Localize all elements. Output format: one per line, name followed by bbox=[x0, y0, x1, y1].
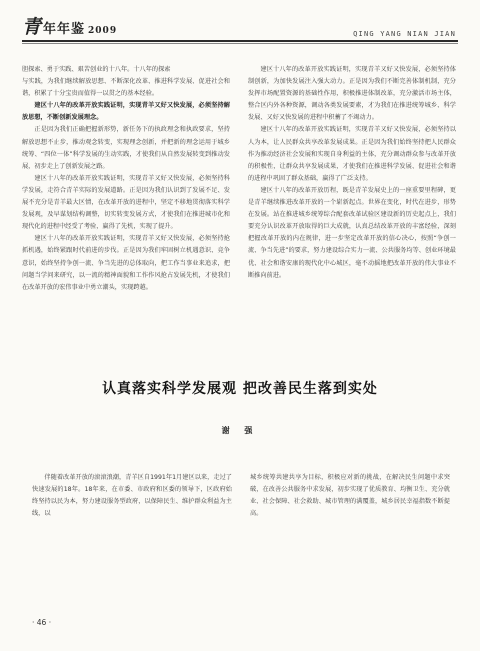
paragraph: 建区十八年的改革开放历程，既是青羊发展史上的一座重要里程碑，更是青羊继续推进改革开放的一个崭新起点。世界在变化，时代在进步，形势在发展。站在推进城乡统筹综合配套改革试验区建设新的历史起点上，我们要充分认识改革开放取得的巨大成就，认真总结改革开放的丰富经验，深刻把握改革开放的内在规律，进一步坚定改革开放的信心决心，按照“争创一流、争当先进”的要求，努力建设综合实力一流、公共服务均等、创业环境最优、社会和谐安康的现代化中心城区，毫不动摇地把改革开放的伟大事业不断推向前进。 bbox=[248, 186, 456, 279]
paragraph: 建区十八年的改革开放实践证明，实现青羊又好又快发展，必须坚持体制创新，为加快发展注入强大动力。正是因为我们不断完善体制机制，充分发挥市场配置资源的基础性作用，积极推进体制改革，充分激活市场主体，整合区内外各种资源，调动各类发展要素，才为我们在推进统筹城乡、科学发展、又好又快发展的进程中积蓄了不竭动力。 bbox=[248, 66, 456, 122]
article-author: 谢 强 bbox=[221, 426, 259, 435]
left-column bbox=[22, 64, 230, 294]
paragraph: 建区十八年的改革开放实践证明，实现青羊又好又快发展，必须坚持科学发展，走符合青羊实际的发展道路。正是因为我们认识到了发展不足、发展不充分是青羊最大区情，在改革开放的进程中，坚定不移地贯彻落实科学发展观，及早谋划结构调整，切实转变发展方式，才使我们在推进城市化和现代化的进程中经受了考验，赢得了先机，实现了提升。 bbox=[22, 174, 230, 231]
paragraph: 建区十八年的改革开放实践证明，实现青羊又好又快发展，必须坚持解放思想，不断创新发展理念。 bbox=[22, 102, 230, 122]
paragraph: 伴随着改革开放的滚滚浪潮，青羊区自1991年1月建区以来，走过了快速发展的18年。18年来，在市委、市政府和区委的领导下，区政府始终坚持以民为本，努力建设服务型政府，以保障民生、维护群众利益为主线，以 bbox=[32, 474, 232, 518]
paragraph: 与实践，为我们继续解放思想、不断深化改革、推进科学发展、促进社会和谐，积累了十分宝贵而值得一以贯之的基本经验。 bbox=[22, 78, 230, 98]
header-rule-thin bbox=[22, 43, 458, 44]
paragraph: 建区十八年的改革开放实践证明，实现青羊又好又快发展，必须坚持抢抓机遇，始终紧跟时代前进的步伐。正是因为我们牢固树立机遇意识、竞争意识，始终坚持争创一流、争当先进的总体取向，把工作当事业来追求，把问题当学问来研究，以一流的精神面貌和工作作风抢占发展先机，才使我们在改革开放的宏伟事业中勇立潮头，实现跨越。 bbox=[22, 235, 230, 291]
paragraph: 胆探索、勇于实践、艰苦创业的十八年。十八年的探索 bbox=[22, 66, 171, 73]
paragraph: 建区十八年的改革开放实践证明，实现青羊又好又快发展，必须坚持以人为本，让人民群众共享改革发展成果。正是因为我们始终坚持把人民群众作为推动经济社会发展和实现自身利益的主体，充分调动群众参与改革开放的积极性，让群众共享发展成果，才使我们在推进科学发展、促进社会和谐的进程中巩固了群众基础，赢得了广泛支持。 bbox=[248, 126, 456, 182]
page-header bbox=[0, 0, 480, 52]
right-column bbox=[248, 64, 456, 282]
paragraph: 城乡统筹共建共享为目标，积极应对新的挑战，在解决民生问题中求突破，在改善公共服务中求发展，初步实现了优质教育、均衡卫生、充分就业、社会保障、社会救助、城市管理的满覆盖，城乡居民幸福指数不断提高。 bbox=[250, 474, 450, 518]
masthead-pinyin: QING YANG NIAN JIAN bbox=[353, 30, 456, 38]
logo-text: 年年鉴 bbox=[43, 22, 86, 37]
logo-mark: 青 bbox=[22, 16, 43, 38]
article-body-right bbox=[250, 472, 450, 520]
article-body-left bbox=[32, 472, 232, 520]
article-title: 认真落实科学发展观 把改善民生落到实处 bbox=[102, 381, 378, 397]
logo-year: 2009 bbox=[88, 26, 118, 36]
yearbook-logo bbox=[22, 12, 117, 39]
paragraph: 正是因为我们正确把握新形势，新任务下的执政理念和执政要求，坚持解放思想不止步，推动观念转变，实现理念创新，并把新的理念运用于城乡统筹、“四位一体”科学发展的生动实践，才使我们从自然发展转变到推动发展，初步走上了创新发展之路。 bbox=[22, 126, 230, 170]
header-rule bbox=[22, 40, 458, 42]
page-number: · 46 · bbox=[32, 618, 52, 627]
